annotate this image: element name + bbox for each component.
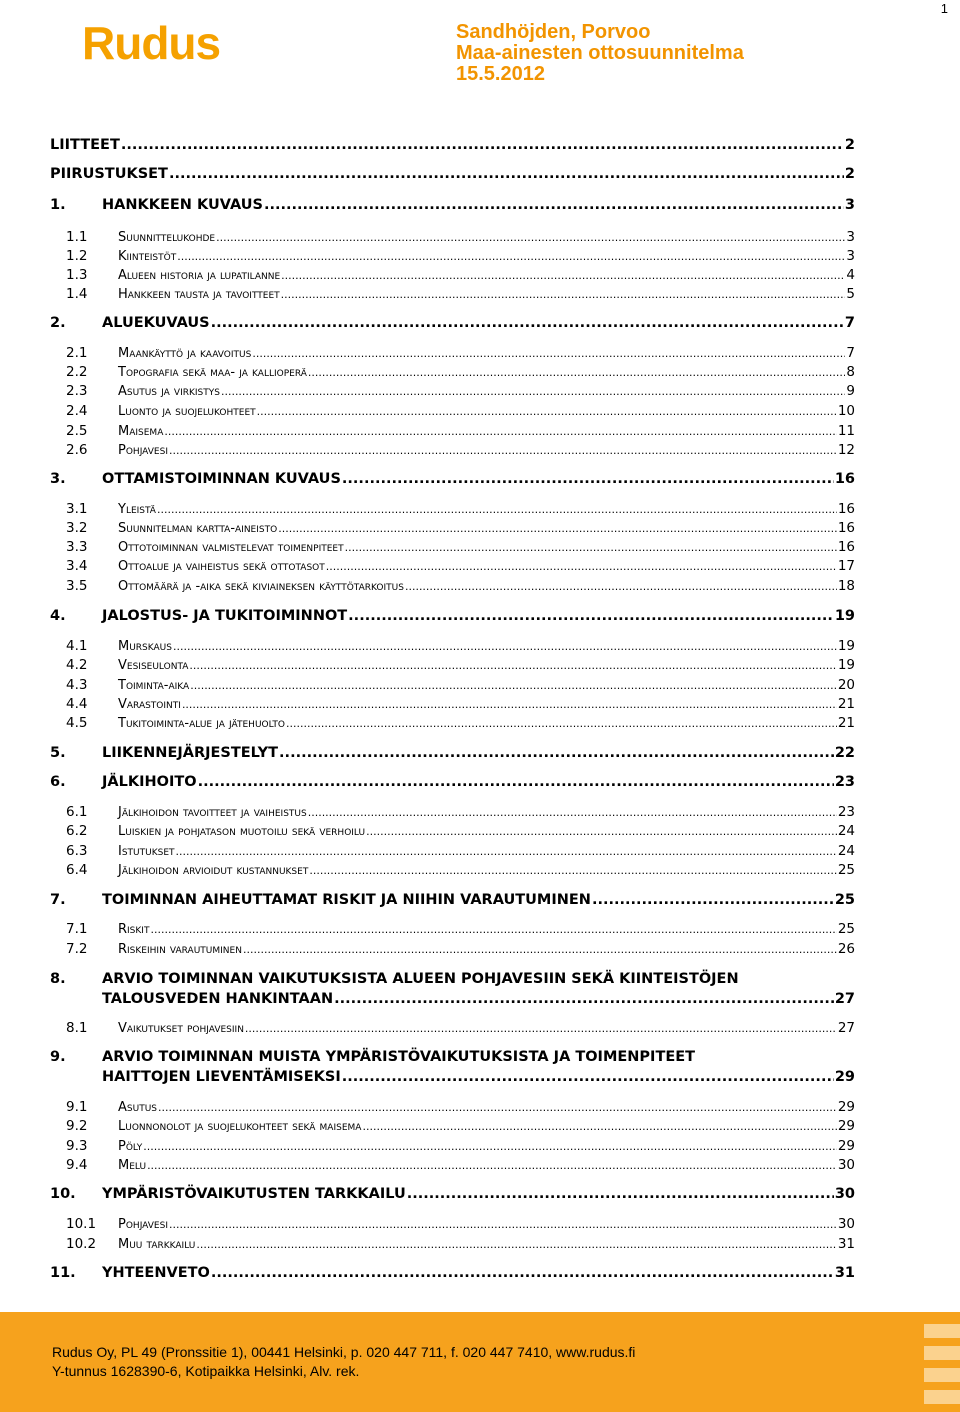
toc-entry[interactable]: [50, 539, 855, 555]
toc-entry-page: 27: [834, 991, 855, 1007]
toc-entry-number: 9.: [50, 1049, 66, 1065]
toc-entry-title: Jälkihoidon arvioidut kustannukset: [118, 863, 309, 878]
toc-entry-page: 17: [837, 558, 855, 574]
toc-entry[interactable]: [50, 774, 855, 790]
toc-entry-page: 22: [834, 745, 855, 761]
toc-entry-title: Pöly: [118, 1139, 143, 1154]
toc-entry-title: Hankkeen tausta ja tavoitteet: [118, 287, 280, 302]
toc-entry[interactable]: [50, 1118, 855, 1134]
toc-entry[interactable]: [50, 558, 855, 574]
toc-entry[interactable]: [50, 804, 855, 820]
toc-leader-dots: [177, 250, 845, 263]
toc-entry-number: 4.3: [66, 677, 88, 693]
toc-entry-page: 29: [837, 1099, 855, 1115]
toc-entry-page: 21: [837, 715, 855, 731]
toc-leader-dots: [121, 137, 844, 153]
toc-leader-dots: [366, 825, 837, 838]
toc-entry-page: 29: [837, 1118, 855, 1134]
toc-entry[interactable]: [50, 971, 855, 987]
toc-entry-number: 1.4: [66, 286, 88, 302]
toc-entry-number: 2.4: [66, 403, 88, 419]
toc-leader-dots: [211, 1265, 834, 1281]
toc-leader-dots: [150, 923, 836, 936]
toc-entry[interactable]: [50, 501, 855, 517]
toc-entry[interactable]: [50, 657, 855, 673]
toc-entry[interactable]: [50, 921, 855, 937]
toc-leader-dots: [264, 197, 844, 213]
toc-leader-dots: [143, 1140, 837, 1153]
toc-entry-page: 21: [837, 696, 855, 712]
toc-entry-title: Jälkihoidon tavoitteet ja vaiheistus: [118, 805, 307, 820]
toc-leader-dots: [308, 806, 837, 819]
toc-leader-dots: [245, 1022, 837, 1035]
toc-entry-title: Alueen historia ja lupatilanne: [118, 268, 281, 283]
toc-leader-dots: [173, 640, 837, 653]
toc-entry-title: YMPÄRISTÖVAIKUTUSTEN TARKKAILU: [102, 1186, 406, 1202]
toc-entry-title: Suunnittelukohde: [118, 230, 216, 245]
toc-entry-title: Maisema: [118, 424, 164, 439]
toc-leader-dots: [169, 166, 844, 182]
toc-leader-dots: [281, 288, 846, 301]
toc-entry-page: 31: [834, 1265, 855, 1281]
toc-entry-title: Luonnonolot ja suojelukohteet sekä maisema: [118, 1119, 362, 1134]
toc-leader-dots: [158, 1101, 837, 1114]
toc-entry-title: JALOSTUS- JA TUKITOIMINNOT: [102, 608, 348, 624]
toc-entry-title: Tukitoiminta-alue ja jätehuolto: [118, 716, 285, 731]
toc-entry-title: Riskit: [118, 922, 150, 937]
toc-leader-dots: [309, 864, 836, 877]
toc-leader-dots: [221, 385, 845, 398]
toc-entry[interactable]: [50, 745, 855, 761]
toc-leader-dots: [279, 745, 834, 761]
toc-entry-number: 7.1: [66, 921, 88, 937]
toc-entry-page: 19: [837, 638, 855, 654]
toc-entry-page: 16: [837, 501, 855, 517]
toc-entry[interactable]: [50, 520, 855, 536]
toc-leader-dots: [592, 892, 834, 908]
toc-entry-number: 5.: [50, 745, 66, 761]
toc-entry-title: Vaikutukset pohjavesiin: [118, 1021, 244, 1036]
toc-entry-page: 20: [837, 677, 855, 693]
toc-entry-number: 6.: [50, 774, 66, 790]
toc-leader-dots: [243, 943, 837, 956]
toc-leader-dots: [342, 1069, 834, 1085]
toc-entry[interactable]: [50, 1099, 855, 1115]
toc-entry-page: 23: [837, 804, 855, 820]
toc-entry-page: 19: [837, 657, 855, 673]
toc-entry[interactable]: [50, 1216, 855, 1232]
toc-entry-number: 3.: [50, 471, 66, 487]
toc-entry-continuation[interactable]: [50, 991, 855, 1007]
toc-entry[interactable]: [50, 267, 855, 283]
toc-leader-dots: [345, 541, 837, 554]
toc-entry[interactable]: [50, 229, 855, 245]
toc-entry-page: 18: [837, 578, 855, 594]
toc-entry-title: Luonto ja suojelukohteet: [118, 404, 256, 419]
toc-entry-page: 5: [846, 286, 855, 302]
toc-entry-page: 7: [844, 315, 855, 331]
toc-entry-title: Suunnitelman kartta-aineisto: [118, 521, 278, 536]
toc-entry-number: 4.5: [66, 715, 88, 731]
toc-entry-number: 8.1: [66, 1020, 88, 1036]
toc-entry-title: Vesiseulonta: [118, 658, 189, 673]
toc-entry-number: 9.4: [66, 1157, 88, 1173]
toc-entry[interactable]: [50, 403, 855, 419]
toc-entry-number: 4.: [50, 608, 66, 624]
toc-entry[interactable]: [50, 892, 855, 908]
toc-entry[interactable]: [50, 696, 855, 712]
toc-entry[interactable]: [50, 315, 855, 331]
toc-leader-dots: [278, 522, 837, 535]
toc-entry-number: 3.3: [66, 539, 88, 555]
toc-entry[interactable]: [50, 862, 855, 878]
toc-entry-page: 16: [837, 520, 855, 536]
toc-leader-dots: [211, 315, 844, 331]
toc-entry-number: 8.: [50, 971, 66, 987]
toc-leader-dots: [189, 659, 836, 672]
toc-entry-page: 10: [837, 403, 855, 419]
toc-leader-dots: [190, 679, 837, 692]
toc-entry-title: HANKKEEN KUVAUS: [102, 197, 263, 213]
toc-leader-dots: [334, 991, 834, 1007]
toc-leader-dots: [198, 774, 834, 790]
toc-leader-dots: [252, 347, 845, 360]
toc-entry-title-continued: TALOUSVEDEN HANKINTAAN: [102, 991, 334, 1007]
toc-leader-dots: [169, 444, 837, 457]
toc-entry-page: 25: [834, 892, 855, 908]
toc-entry[interactable]: [50, 383, 855, 399]
toc-entry-number: 6.1: [66, 804, 88, 820]
toc-leader-dots: [281, 269, 845, 282]
toc-entry-page: 19: [834, 608, 855, 624]
toc-entry[interactable]: [50, 1138, 855, 1154]
toc-leader-dots: [407, 1186, 834, 1202]
toc-leader-dots: [157, 503, 837, 516]
toc-entry[interactable]: [50, 823, 855, 839]
toc-entry-number: 2.5: [66, 423, 88, 439]
toc-entry-number: 4.1: [66, 638, 88, 654]
toc-entry-number: 3.4: [66, 558, 88, 574]
toc-entry-page: 3: [846, 229, 855, 245]
toc-entry-number: 2.6: [66, 442, 88, 458]
toc-leader-dots: [308, 366, 846, 379]
toc-entry[interactable]: [50, 677, 855, 693]
toc-entry-number: 2.2: [66, 364, 88, 380]
toc-entry-number: 4.4: [66, 696, 88, 712]
toc-entry[interactable]: [50, 638, 855, 654]
toc-entry[interactable]: [50, 1020, 855, 1036]
toc-entry[interactable]: [50, 248, 855, 264]
toc-entry-number: 10.: [50, 1186, 76, 1202]
toc-entry-page: 2: [844, 166, 855, 182]
toc-entry-number: 1.3: [66, 267, 88, 283]
toc-entry-number: 2.1: [66, 345, 88, 361]
toc-entry-title: Maankäyttö ja kaavoitus: [118, 346, 252, 361]
toc-entry-title: Ottomäärä ja -aika sekä kiviaineksen käyttötarkoitus: [118, 579, 404, 594]
toc-leader-dots: [286, 717, 837, 730]
toc-entry-page: 24: [837, 823, 855, 839]
toc-entry-page: 16: [837, 539, 855, 555]
toc-leader-dots: [147, 1159, 837, 1172]
toc-entry-page: 31: [837, 1236, 855, 1252]
toc-entry[interactable]: [50, 843, 855, 859]
toc-entry[interactable]: [50, 364, 855, 380]
toc-entry-number: 4.2: [66, 657, 88, 673]
toc-leader-dots: [164, 425, 836, 438]
toc-entry-number: 2.: [50, 315, 66, 331]
toc-entry-title: Pohjavesi: [118, 1217, 168, 1232]
toc-leader-dots: [176, 845, 837, 858]
toc-entry-number: 3.1: [66, 501, 88, 517]
toc-entry-title: Asutus: [118, 1100, 157, 1115]
toc-entry-title: ARVIO TOIMINNAN VAIKUTUKSISTA ALUEEN POHJAVESIIN SEKÄ KIINTEISTÖJEN: [102, 971, 739, 987]
toc-entry[interactable]: [50, 1265, 855, 1281]
toc-entry-page: 4: [846, 267, 855, 283]
toc-leader-dots: [169, 1218, 837, 1231]
toc-entry-page: 7: [846, 345, 855, 361]
toc-entry[interactable]: [50, 471, 855, 487]
toc-entry[interactable]: [50, 715, 855, 731]
header-title: Maa-ainesten ottosuunnitelma: [456, 42, 744, 64]
footer-address: Rudus Oy, PL 49 (Pronssitie 1), 00441 Helsinki, p. 020 447 711, f. 020 447 7410, www.rudus.fi: [52, 1344, 636, 1360]
toc-entry-title: Melu: [118, 1158, 147, 1173]
toc-entry-title: Murskaus: [118, 639, 172, 654]
toc-entry-page: 12: [837, 442, 855, 458]
toc-entry[interactable]: [50, 197, 855, 213]
toc-leader-dots: [342, 471, 834, 487]
toc-entry[interactable]: [50, 442, 855, 458]
toc-entry-title: Pohjavesi: [118, 443, 168, 458]
toc-entry-number: 3.2: [66, 520, 88, 536]
header-date: 15.5.2012: [456, 63, 545, 85]
toc-leader-dots: [326, 560, 837, 573]
toc-entry-title: Yleistä: [118, 502, 156, 517]
toc-entry-title: LIIKENNEJÄRJESTELYT: [102, 745, 279, 761]
toc-entry-number: 6.4: [66, 862, 88, 878]
toc-leader-dots: [216, 231, 845, 244]
toc-entry-title: JÄLKIHOITO: [102, 774, 197, 790]
toc-entry-page: 25: [837, 862, 855, 878]
toc-entry-number: 9.3: [66, 1138, 88, 1154]
toc-entry-number: 1.2: [66, 248, 88, 264]
toc-entry-page: 29: [837, 1138, 855, 1154]
rudus-logo: Rudus: [82, 17, 221, 69]
toc-entry-number: 7.: [50, 892, 66, 908]
header-site: Sandhöjden, Porvoo: [456, 21, 651, 43]
toc-entry-page: 26: [837, 941, 855, 957]
toc-entry-number: LIITTEET: [50, 137, 120, 153]
toc-entry-page: 24: [837, 843, 855, 859]
toc-entry-page: 30: [834, 1186, 855, 1202]
toc-leader-dots: [405, 580, 837, 593]
toc-entry[interactable]: [50, 166, 855, 182]
toc-entry[interactable]: [50, 1049, 855, 1065]
toc-entry-number: 2.3: [66, 383, 88, 399]
toc-entry-title: Asutus ja virkistys: [118, 384, 220, 399]
toc-entry-title: Istutukset: [118, 844, 175, 859]
toc-entry-title: Varastointi: [118, 697, 181, 712]
page-number: 1: [940, 1, 948, 16]
toc-entry-number: PIIRUSTUKSET: [50, 166, 168, 182]
toc-entry-page: 11: [837, 423, 855, 439]
toc-entry-number: 3.5: [66, 578, 88, 594]
toc-leader-dots: [257, 405, 837, 418]
toc-leader-dots: [362, 1120, 836, 1133]
toc-entry-title: Topografia sekä maa- ja kallioperä: [118, 365, 307, 380]
toc-entry[interactable]: [50, 1186, 855, 1202]
toc-entry-title-continued: HAITTOJEN LIEVENTÄMISEKSI: [102, 1069, 341, 1085]
toc-entry-number: 1.1: [66, 229, 88, 245]
toc-entry-title: Ottotoiminnan valmistelevat toimenpiteet: [118, 540, 344, 555]
toc-entry[interactable]: [50, 578, 855, 594]
toc-entry-title: Riskeihin varautuminen: [118, 942, 242, 957]
toc-entry-number: 9.2: [66, 1118, 88, 1134]
footer: [0, 1312, 960, 1412]
toc-entry[interactable]: [50, 1236, 855, 1252]
toc-entry-title: ALUEKUVAUS: [102, 315, 210, 331]
toc-leader-dots: [196, 1238, 836, 1251]
document-header: [456, 22, 744, 85]
toc-entry-title: OTTAMISTOIMINNAN KUVAUS: [102, 471, 341, 487]
toc-entry-page: 16: [834, 471, 855, 487]
toc-entry-title: Toiminta-aika: [118, 678, 190, 693]
toc-entry-page: 29: [834, 1069, 855, 1085]
toc-entry-page: 27: [837, 1020, 855, 1036]
toc-entry-page: 2: [844, 137, 855, 153]
toc-entry[interactable]: [50, 137, 855, 153]
toc-entry[interactable]: [50, 345, 855, 361]
toc-entry-number: 11.: [50, 1265, 76, 1281]
toc-entry-page: 25: [837, 921, 855, 937]
footer-company-id: Y-tunnus 1628390-6, Kotipaikka Helsinki, Alv. rek.: [52, 1363, 360, 1379]
toc-entry-page: 30: [837, 1157, 855, 1173]
toc-entry[interactable]: [50, 941, 855, 957]
toc-entry-title: Luiskien ja pohjatason muotoilu sekä verhoilu: [118, 824, 366, 839]
toc-entry-number: 1.: [50, 197, 66, 213]
toc-entry-page: 3: [846, 248, 855, 264]
toc-entry-title: YHTEENVETO: [102, 1265, 210, 1281]
toc-entry[interactable]: [50, 608, 855, 624]
toc-entry-title: ARVIO TOIMINNAN MUISTA YMPÄRISTÖVAIKUTUKSISTA JA TOIMENPITEET: [102, 1049, 696, 1065]
toc-entry-number: 10.1: [66, 1216, 97, 1232]
toc-leader-dots: [182, 698, 837, 711]
toc-entry-title: Ottoalue ja vaiheistus sekä ottotasot: [118, 559, 325, 574]
toc-entry[interactable]: [50, 423, 855, 439]
toc-entry-number: 6.3: [66, 843, 88, 859]
toc-entry-title: Kiinteistöt: [118, 249, 177, 264]
toc-entry-page: 3: [844, 197, 855, 213]
toc-entry-page: 23: [834, 774, 855, 790]
toc-entry-page: 30: [837, 1216, 855, 1232]
footer-text: [52, 1343, 635, 1381]
toc-entry[interactable]: [50, 1157, 855, 1173]
toc-entry[interactable]: [50, 286, 855, 302]
toc-entry-number: 10.2: [66, 1236, 97, 1252]
toc-entry-page: 9: [846, 383, 855, 399]
toc-entry-title: TOIMINNAN AIHEUTTAMAT RISKIT JA NIIHIN VARAUTUMINEN: [102, 892, 591, 908]
toc-entry-title: Muu tarkkailu: [118, 1237, 196, 1252]
toc-entry-number: 7.2: [66, 941, 88, 957]
toc-entry-page: 8: [846, 364, 855, 380]
toc-entry-continuation[interactable]: [50, 1069, 855, 1085]
toc-entry-number: 6.2: [66, 823, 88, 839]
toc-entry-number: 9.1: [66, 1099, 88, 1115]
footer-stripes-decoration: [924, 1324, 960, 1404]
toc-leader-dots: [348, 608, 834, 624]
